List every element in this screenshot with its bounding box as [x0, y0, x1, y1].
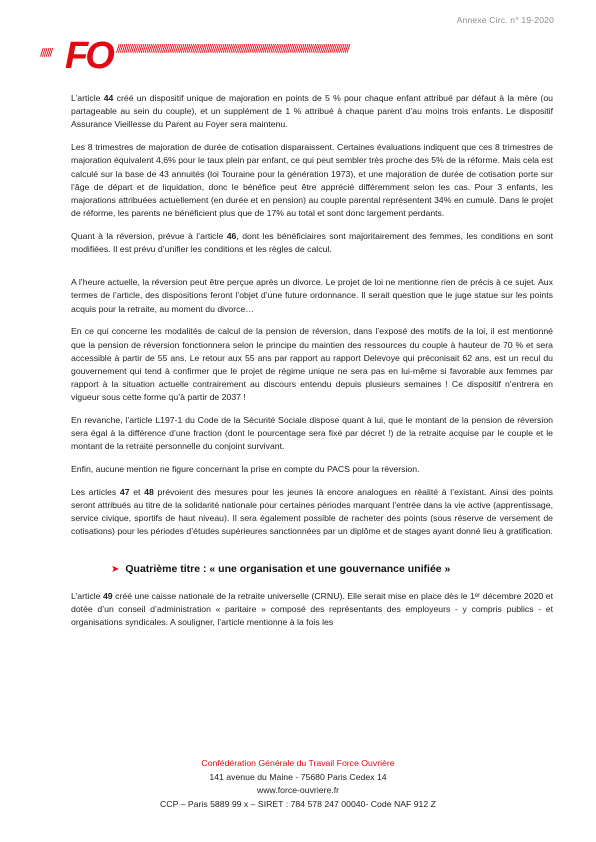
- document-body: [71, 92, 553, 639]
- slash-decoration-right: //////////////////////////////////////////////////////////////////////////////////////////////////////////////////////////: [116, 42, 349, 55]
- paragraph-article-l197: En revanche, l’article L197-1 du Code de la Sécurité Sociale dispose quant à lui, que le montant de la pension de réversion sera égal à la différence d’une fraction (dont le pourcentage sera fixé par décret !) de la retraite acquise par le couple et le montant de la retraite personnelle du conjoint survivant.: [71, 415, 553, 452]
- page-footer: [0, 757, 596, 811]
- arrow-bullet-icon: ➤: [111, 563, 120, 575]
- footer-address: 141 avenue du Maine - 75680 Paris Cedex 14: [209, 771, 387, 782]
- footer-website: www.force-ouvriere.fr: [256, 785, 340, 796]
- fo-logo: [62, 30, 118, 74]
- footer-identifiers: CCP – Paris 5889 99 x – SIRET : 784 578 247 00040- Code NAF 912 Z: [160, 798, 436, 809]
- slash-decoration-left: //////: [40, 46, 52, 59]
- paragraph-articles-47-48: Les articles 47 et 48 prévoient des mesures pour les jeunes là encore analogues en réalité à l’existant. Ainsi des points seront attribués au titre de la solidarité nationale pour certaines périodes marquant l’entrée dans la vie active (apprentissage, service civique, sportifs de haut niveau). Il sera également possible de racheter des points (sous réserve de versement de cotisations) pour les périodes d’études supérieures sanctionnées par un diplôme et de stages ayant donné lieu à gratification.: [71, 486, 553, 537]
- paragraph-pacs: Enfin, aucune mention ne figure concernant la prise en compte du PACS pour la réversion.: [71, 464, 420, 475]
- paragraph-divorce: A l’heure actuelle, la réversion peut être perçue après un divorce. Le projet de loi ne mentionne rien de précis à ce sujet. Aux termes de l’article, des dispositions feront l’objet d’une future ordonnance. Il serait question que le juge statue sur les points acquis pour la retraite, au moment du divorce…: [71, 277, 553, 314]
- footer-organization: Confédération Générale du Travail Force Ouvrière: [201, 758, 395, 768]
- paragraph-calcul-reversion: En ce qui concerne les modalités de calcul de la pension de réversion, dans l’exposé des motifs de la loi, il est mentionné que la pension de réversion fonctionnera selon le principe du maintien des ressources du couple à hauteur de 70 % et sera accessible à partir de 55 ans. Le retour aux 55 ans par rapport au rapport Delevoye qui préconisait 62 ans, est un recul du gouvernement qui tend à confirmer que le projet de régime unique ne sera pas en lui-même si favorable aux femmes par rapport à la situation actuelle contrairement au discours entendu depuis plusieurs semaines ! Ce dispositif n’entrera en vigueur sous cette forme qu’à partir de 2037 !: [71, 326, 553, 403]
- section-heading: [111, 563, 553, 576]
- paragraph-article-44: L’article 44 créé un dispositif unique de majoration en points de 5 % pour chaque enfant attribué par défaut à la mère (ou partageable au sein du couple), et un supplément de 1 % attribué à chaque parent d’au moins trois enfants. Le dispositif Assurance Vieillesse du Parent au Foyer sera maintenu.: [71, 93, 553, 130]
- fo-logo-text: FO: [65, 35, 112, 74]
- section-heading-text: Quatrième titre : « une organisation et une gouvernance unifiée »: [125, 562, 451, 575]
- header-banner: [40, 30, 558, 74]
- annex-reference: Annexe Circ. n° 19-2020: [456, 15, 554, 25]
- paragraph-article-49: L’article 49 créé une caisse nationale de la retraite universelle (CRNU). Elle serait mise en place dès le 1ᵉʳ décembre 2020 et dotée d’un conseil d’administration « paritaire » composé des représentants des employeurs - y compris publics - et organisations syndicales. A souligner, l’article mentionne à la fois les: [71, 590, 553, 628]
- paragraph-article-46: Quant à la réversion, prévue à l’article 46, dont les bénéficiaires sont majoritairement des femmes, les conditions en sont modifiées. Il est prévu d’unifier les conditions et les règles de calcul.: [71, 230, 553, 255]
- paragraph-majoration: Les 8 trimestres de majoration de durée de cotisation disparaissent. Certaines évaluations indiquent que ces 8 trimestres de majoration équivalent 4,6% pour le taux plein par enfant, ce qui peut sembler très proche des 5% de la réforme. Mais cela est calculé sur la base de 43 annuités (loi Touraine pour la génération 1973), et une majoration de durée de cotisation porte sur l’âge de départ et de liquidation, donc le bénéfice peut être apprécié différemment selon les cas. Pour 3 enfants, les majorations attribuées actuellement (en durée et en pension) au couple parental représentent 34% en cumulé. Dans le projet de réforme, les parents ne bénéficient plus que de 17% au total et sont donc largement perdants.: [71, 142, 553, 219]
